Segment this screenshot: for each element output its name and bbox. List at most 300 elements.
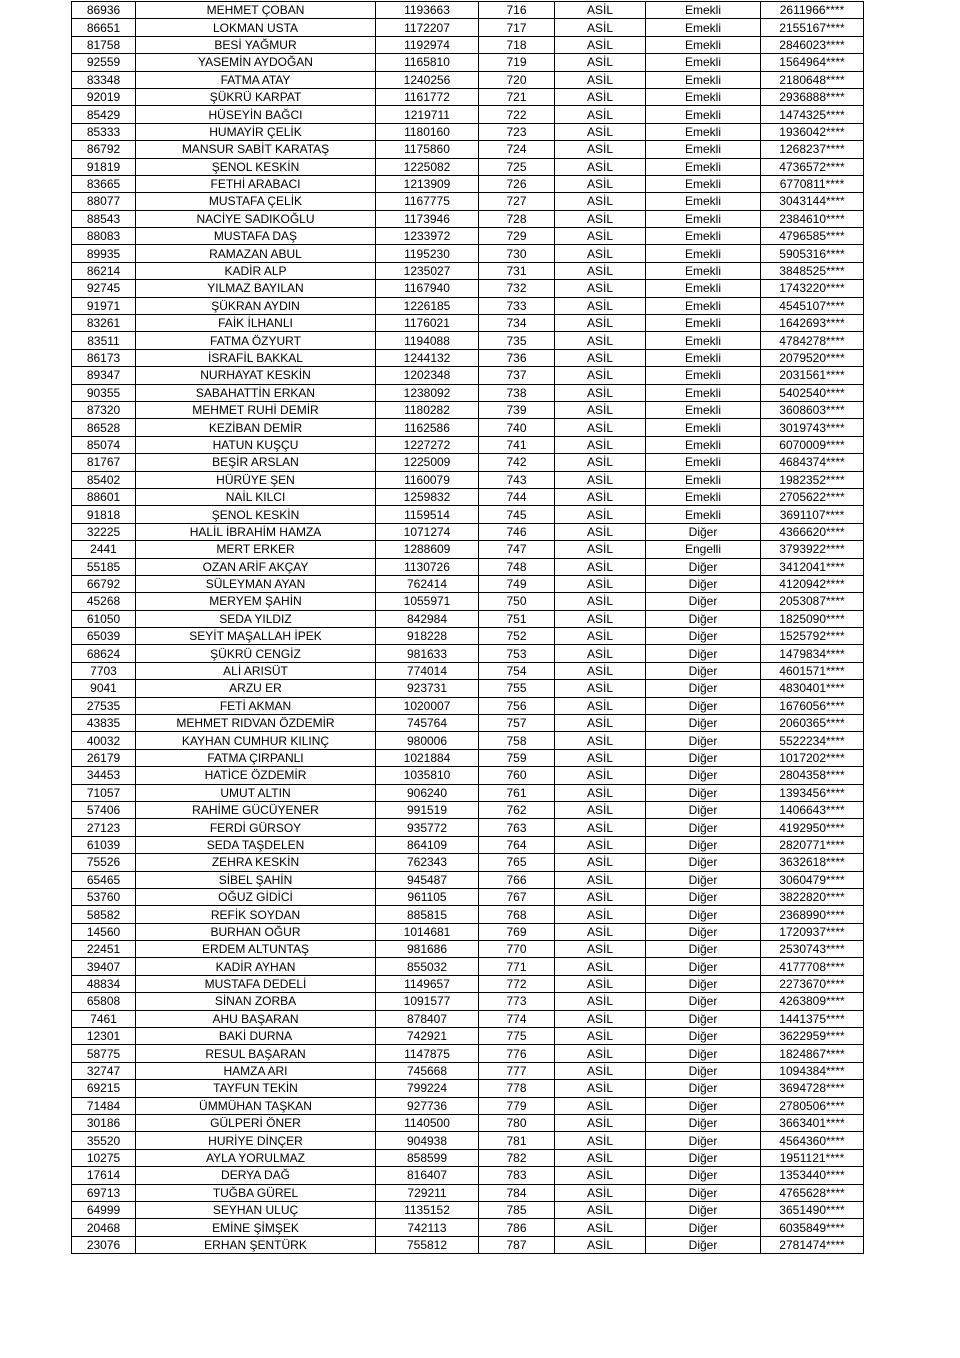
masked-id-cell: 2079520**** — [761, 349, 864, 366]
application-number-cell: 75526 — [72, 854, 136, 871]
full-name-cell: AYLA YORULMAZ — [136, 1149, 376, 1166]
full-name-cell: ERHAN ŞENTÜRK — [136, 1236, 376, 1253]
category-cell: Emekli — [646, 123, 761, 140]
application-number-cell: 61039 — [72, 836, 136, 853]
record-id-cell: 1259832 — [376, 488, 479, 505]
rank-cell: 767 — [479, 888, 555, 905]
masked-id-cell: 2780506**** — [761, 1097, 864, 1114]
category-cell: Diğer — [646, 697, 761, 714]
category-cell: Emekli — [646, 471, 761, 488]
rank-cell: 755 — [479, 680, 555, 697]
application-number-cell: 92559 — [72, 54, 136, 71]
application-number-cell: 85074 — [72, 436, 136, 453]
status-cell: ASİL — [555, 54, 646, 71]
full-name-cell: NAİL KILCI — [136, 488, 376, 505]
application-number-cell: 57406 — [72, 801, 136, 818]
status-cell: ASİL — [555, 297, 646, 314]
application-number-cell: 91971 — [72, 297, 136, 314]
status-cell: ASİL — [555, 628, 646, 645]
masked-id-cell: 4830401**** — [761, 680, 864, 697]
rank-cell: 741 — [479, 436, 555, 453]
masked-id-cell: 2530743**** — [761, 941, 864, 958]
status-cell: ASİL — [555, 1028, 646, 1045]
record-id-cell: 1091577 — [376, 993, 479, 1010]
status-cell: ASİL — [555, 106, 646, 123]
category-cell: Emekli — [646, 367, 761, 384]
record-id-cell: 1140500 — [376, 1115, 479, 1132]
application-number-cell: 14560 — [72, 923, 136, 940]
masked-id-cell: 4564360**** — [761, 1132, 864, 1149]
rank-cell: 744 — [479, 488, 555, 505]
rank-cell: 782 — [479, 1149, 555, 1166]
table-row — [72, 367, 864, 384]
status-cell: ASİL — [555, 315, 646, 332]
masked-id-cell: 2155167**** — [761, 19, 864, 36]
masked-id-cell: 1268237**** — [761, 141, 864, 158]
masked-id-cell: 6770811**** — [761, 175, 864, 192]
table-row — [72, 71, 864, 88]
table-row — [72, 54, 864, 71]
record-id-cell: 1130726 — [376, 558, 479, 575]
rank-cell: 756 — [479, 697, 555, 714]
status-cell: ASİL — [555, 715, 646, 732]
application-number-cell: 23076 — [72, 1236, 136, 1253]
application-number-cell: 39407 — [72, 958, 136, 975]
masked-id-cell: 3622959**** — [761, 1028, 864, 1045]
rank-cell: 723 — [479, 123, 555, 140]
full-name-cell: NURHAYAT KESKİN — [136, 367, 376, 384]
category-cell: Diğer — [646, 1115, 761, 1132]
category-cell: Diğer — [646, 1167, 761, 1184]
status-cell: ASİL — [555, 906, 646, 923]
full-name-cell: UMUT ALTIN — [136, 784, 376, 801]
full-name-cell: AHU BAŞARAN — [136, 1010, 376, 1027]
category-cell: Diğer — [646, 558, 761, 575]
record-id-cell: 864109 — [376, 836, 479, 853]
table-row — [72, 888, 864, 905]
full-name-cell: HÜRÜYE ŞEN — [136, 471, 376, 488]
record-id-cell: 1227272 — [376, 436, 479, 453]
rank-cell: 718 — [479, 36, 555, 53]
status-cell: ASİL — [555, 767, 646, 784]
category-cell: Emekli — [646, 454, 761, 471]
rank-cell: 750 — [479, 593, 555, 610]
status-cell: ASİL — [555, 488, 646, 505]
masked-id-cell: 1951121**** — [761, 1149, 864, 1166]
status-cell: ASİL — [555, 210, 646, 227]
masked-id-cell: 3691107**** — [761, 506, 864, 523]
table-row — [72, 436, 864, 453]
table-row — [72, 767, 864, 784]
rank-cell: 784 — [479, 1184, 555, 1201]
status-cell: ASİL — [555, 854, 646, 871]
status-cell: ASİL — [555, 471, 646, 488]
full-name-cell: OZAN ARİF AKÇAY — [136, 558, 376, 575]
masked-id-cell: 4192950**** — [761, 819, 864, 836]
status-cell: ASİL — [555, 71, 646, 88]
table-row — [72, 1115, 864, 1132]
application-number-cell: 58775 — [72, 1045, 136, 1062]
record-id-cell: 980006 — [376, 732, 479, 749]
record-id-cell: 1147875 — [376, 1045, 479, 1062]
full-name-cell: TUĞBA GÜREL — [136, 1184, 376, 1201]
table-row — [72, 1132, 864, 1149]
status-cell: ASİL — [555, 541, 646, 558]
masked-id-cell: 1825090**** — [761, 610, 864, 627]
status-cell: ASİL — [555, 975, 646, 992]
application-number-cell: 10275 — [72, 1149, 136, 1166]
masked-id-cell: 5905316**** — [761, 245, 864, 262]
table-row — [72, 975, 864, 992]
record-id-cell: 855032 — [376, 958, 479, 975]
full-name-cell: FERDİ GÜRSOY — [136, 819, 376, 836]
record-id-cell: 1213909 — [376, 175, 479, 192]
table-row — [72, 228, 864, 245]
category-cell: Emekli — [646, 175, 761, 192]
category-cell: Diğer — [646, 1080, 761, 1097]
record-id-cell: 961105 — [376, 888, 479, 905]
table-row — [72, 488, 864, 505]
full-name-cell: ŞÜKRÜ CENGİZ — [136, 645, 376, 662]
record-id-cell: 842984 — [376, 610, 479, 627]
application-number-cell: 17614 — [72, 1167, 136, 1184]
masked-id-cell: 1017202**** — [761, 749, 864, 766]
masked-id-cell: 4736572**** — [761, 158, 864, 175]
rank-cell: 745 — [479, 506, 555, 523]
full-name-cell: FATMA ATAY — [136, 71, 376, 88]
masked-id-cell: 1525792**** — [761, 628, 864, 645]
category-cell: Diğer — [646, 1010, 761, 1027]
full-name-cell: FATMA ÇIRPANLI — [136, 749, 376, 766]
table-row — [72, 715, 864, 732]
application-number-cell: 89935 — [72, 245, 136, 262]
status-cell: ASİL — [555, 349, 646, 366]
record-id-cell: 1159514 — [376, 506, 479, 523]
rank-cell: 773 — [479, 993, 555, 1010]
application-number-cell: 87320 — [72, 401, 136, 418]
rank-cell: 720 — [479, 71, 555, 88]
masked-id-cell: 2180648**** — [761, 71, 864, 88]
category-cell: Diğer — [646, 836, 761, 853]
status-cell: ASİL — [555, 193, 646, 210]
application-number-cell: 88543 — [72, 210, 136, 227]
category-cell: Diğer — [646, 523, 761, 540]
full-name-cell: ŞENOL KESKİN — [136, 158, 376, 175]
category-cell: Diğer — [646, 575, 761, 592]
full-name-cell: ALİ ARISÜT — [136, 662, 376, 679]
status-cell: ASİL — [555, 141, 646, 158]
full-name-cell: BURHAN OĞUR — [136, 923, 376, 940]
category-cell: Diğer — [646, 715, 761, 732]
full-name-cell: BEŞİR ARSLAN — [136, 454, 376, 471]
table-row — [72, 123, 864, 140]
record-id-cell: 1160079 — [376, 471, 479, 488]
status-cell: ASİL — [555, 819, 646, 836]
table-row — [72, 1010, 864, 1027]
table-row — [72, 993, 864, 1010]
record-id-cell: 1235027 — [376, 262, 479, 279]
status-cell: ASİL — [555, 175, 646, 192]
masked-id-cell: 4545107**** — [761, 297, 864, 314]
table-row — [72, 297, 864, 314]
application-number-cell: 88083 — [72, 228, 136, 245]
application-number-cell: 81758 — [72, 36, 136, 53]
full-name-cell: MEHMET RIDVAN ÖZDEMİR — [136, 715, 376, 732]
record-id-cell: 945487 — [376, 871, 479, 888]
rank-cell: 775 — [479, 1028, 555, 1045]
full-name-cell: HUMAYİR ÇELİK — [136, 123, 376, 140]
status-cell: ASİL — [555, 836, 646, 853]
category-cell: Diğer — [646, 888, 761, 905]
rank-cell: 742 — [479, 454, 555, 471]
application-number-cell: 81767 — [72, 454, 136, 471]
full-name-cell: ARZU ER — [136, 680, 376, 697]
category-cell: Emekli — [646, 54, 761, 71]
record-id-cell: 935772 — [376, 819, 479, 836]
full-name-cell: OĞUZ GİDİCİ — [136, 888, 376, 905]
masked-id-cell: 2611966**** — [761, 2, 864, 19]
application-number-cell: 83348 — [72, 71, 136, 88]
status-cell: ASİL — [555, 610, 646, 627]
masked-id-cell: 4784278**** — [761, 332, 864, 349]
full-name-cell: KEZİBAN DEMİR — [136, 419, 376, 436]
application-number-cell: 64999 — [72, 1201, 136, 1218]
full-name-cell: SEYİT MAŞALLAH İPEK — [136, 628, 376, 645]
full-name-cell: MANSUR SABİT KARATAŞ — [136, 141, 376, 158]
table-row — [72, 332, 864, 349]
record-id-cell: 1176021 — [376, 315, 479, 332]
rank-cell: 731 — [479, 262, 555, 279]
category-cell: Diğer — [646, 958, 761, 975]
status-cell: ASİL — [555, 245, 646, 262]
table-row — [72, 923, 864, 940]
masked-id-cell: 3019743**** — [761, 419, 864, 436]
rank-cell: 759 — [479, 749, 555, 766]
full-name-cell: SABAHATTİN ERKAN — [136, 384, 376, 401]
category-cell: Diğer — [646, 1062, 761, 1079]
full-name-cell: İSRAFİL BAKKAL — [136, 349, 376, 366]
masked-id-cell: 2053087**** — [761, 593, 864, 610]
masked-id-cell: 4684374**** — [761, 454, 864, 471]
full-name-cell: EMİNE ŞİMŞEK — [136, 1219, 376, 1236]
rank-cell: 722 — [479, 106, 555, 123]
application-number-cell: 69713 — [72, 1184, 136, 1201]
status-cell: ASİL — [555, 697, 646, 714]
status-cell: ASİL — [555, 88, 646, 105]
rank-cell: 740 — [479, 419, 555, 436]
status-cell: ASİL — [555, 419, 646, 436]
record-id-cell: 981686 — [376, 941, 479, 958]
application-number-cell: 68624 — [72, 645, 136, 662]
status-cell: ASİL — [555, 993, 646, 1010]
status-cell: ASİL — [555, 228, 646, 245]
masked-id-cell: 1441375**** — [761, 1010, 864, 1027]
application-number-cell: 40032 — [72, 732, 136, 749]
rank-cell: 737 — [479, 367, 555, 384]
rank-cell: 734 — [479, 315, 555, 332]
application-number-cell: 32225 — [72, 523, 136, 540]
application-number-cell: 85333 — [72, 123, 136, 140]
status-cell: ASİL — [555, 732, 646, 749]
table-row — [72, 1167, 864, 1184]
full-name-cell: SEYHAN ULUÇ — [136, 1201, 376, 1218]
category-cell: Diğer — [646, 732, 761, 749]
status-cell: ASİL — [555, 454, 646, 471]
application-number-cell: 88601 — [72, 488, 136, 505]
full-name-cell: MEHMET ÇOBAN — [136, 2, 376, 19]
application-number-cell: 88077 — [72, 193, 136, 210]
status-cell: ASİL — [555, 558, 646, 575]
masked-id-cell: 3632618**** — [761, 854, 864, 871]
status-cell: ASİL — [555, 36, 646, 53]
full-name-cell: TAYFUN TEKİN — [136, 1080, 376, 1097]
table-row — [72, 1097, 864, 1114]
application-number-cell: 7703 — [72, 662, 136, 679]
rank-cell: 757 — [479, 715, 555, 732]
table-row — [72, 593, 864, 610]
status-cell: ASİL — [555, 1167, 646, 1184]
masked-id-cell: 1720937**** — [761, 923, 864, 940]
table-row — [72, 158, 864, 175]
rank-cell: 716 — [479, 2, 555, 19]
record-id-cell: 923731 — [376, 680, 479, 697]
table-row — [72, 245, 864, 262]
status-cell: ASİL — [555, 123, 646, 140]
record-id-cell: 816407 — [376, 1167, 479, 1184]
rank-cell: 727 — [479, 193, 555, 210]
application-number-cell: 89347 — [72, 367, 136, 384]
application-number-cell: 34453 — [72, 767, 136, 784]
status-cell: ASİL — [555, 871, 646, 888]
status-cell: ASİL — [555, 1236, 646, 1253]
masked-id-cell: 4366620**** — [761, 523, 864, 540]
record-id-cell: 858599 — [376, 1149, 479, 1166]
rank-cell: 766 — [479, 871, 555, 888]
table-row — [72, 1149, 864, 1166]
application-number-cell: 91818 — [72, 506, 136, 523]
masked-id-cell: 2384610**** — [761, 210, 864, 227]
masked-id-cell: 2705622**** — [761, 488, 864, 505]
full-name-cell: RESUL BAŞARAN — [136, 1045, 376, 1062]
table-row — [72, 854, 864, 871]
status-cell: ASİL — [555, 593, 646, 610]
status-cell: ASİL — [555, 1097, 646, 1114]
table-row — [72, 88, 864, 105]
masked-id-cell: 1824867**** — [761, 1045, 864, 1062]
status-cell: ASİL — [555, 367, 646, 384]
table-row — [72, 610, 864, 627]
rank-cell: 754 — [479, 662, 555, 679]
rank-cell: 733 — [479, 297, 555, 314]
full-name-cell: ŞÜKRÜ KARPAT — [136, 88, 376, 105]
record-id-cell: 1173946 — [376, 210, 479, 227]
table-row — [72, 871, 864, 888]
category-cell: Emekli — [646, 193, 761, 210]
table-row — [72, 1184, 864, 1201]
application-number-cell: 30186 — [72, 1115, 136, 1132]
masked-id-cell: 2804358**** — [761, 767, 864, 784]
category-cell: Diğer — [646, 819, 761, 836]
rank-cell: 769 — [479, 923, 555, 940]
application-number-cell: 45268 — [72, 593, 136, 610]
full-name-cell: HATUN KUŞÇU — [136, 436, 376, 453]
category-cell: Emekli — [646, 280, 761, 297]
record-id-cell: 745668 — [376, 1062, 479, 1079]
masked-id-cell: 3651490**** — [761, 1201, 864, 1218]
status-cell: ASİL — [555, 680, 646, 697]
category-cell: Diğer — [646, 923, 761, 940]
masked-id-cell: 4120942**** — [761, 575, 864, 592]
rank-cell: 764 — [479, 836, 555, 853]
status-cell: ASİL — [555, 506, 646, 523]
masked-id-cell: 1474325**** — [761, 106, 864, 123]
masked-id-cell: 4796585**** — [761, 228, 864, 245]
table-row — [72, 819, 864, 836]
category-cell: Diğer — [646, 628, 761, 645]
full-name-cell: SİBEL ŞAHİN — [136, 871, 376, 888]
application-number-cell: 83665 — [72, 175, 136, 192]
rank-cell: 787 — [479, 1236, 555, 1253]
record-id-cell: 1219711 — [376, 106, 479, 123]
application-number-cell: 71484 — [72, 1097, 136, 1114]
application-number-cell: 65465 — [72, 871, 136, 888]
rank-cell: 728 — [479, 210, 555, 227]
category-cell: Diğer — [646, 593, 761, 610]
application-number-cell: 85402 — [72, 471, 136, 488]
rank-cell: 761 — [479, 784, 555, 801]
full-name-cell: REFİK SOYDAN — [136, 906, 376, 923]
table-row — [72, 419, 864, 436]
record-id-cell: 1035810 — [376, 767, 479, 784]
application-number-cell: 48834 — [72, 975, 136, 992]
full-name-cell: ŞÜKRAN AYDIN — [136, 297, 376, 314]
masked-id-cell: 2936888**** — [761, 88, 864, 105]
table-row — [72, 523, 864, 540]
masked-id-cell: 3793922**** — [761, 541, 864, 558]
status-cell: ASİL — [555, 19, 646, 36]
application-number-cell: 83511 — [72, 332, 136, 349]
table-row — [72, 1080, 864, 1097]
masked-id-cell: 1936042**** — [761, 123, 864, 140]
table-row — [72, 1201, 864, 1218]
application-number-cell: 20468 — [72, 1219, 136, 1236]
record-id-cell: 1240256 — [376, 71, 479, 88]
category-cell: Diğer — [646, 871, 761, 888]
application-number-cell: 61050 — [72, 610, 136, 627]
application-number-cell: 71057 — [72, 784, 136, 801]
table-row — [72, 36, 864, 53]
status-cell: ASİL — [555, 1062, 646, 1079]
record-id-cell: 755812 — [376, 1236, 479, 1253]
table-row — [72, 558, 864, 575]
category-cell: Diğer — [646, 801, 761, 818]
table-row — [72, 801, 864, 818]
masked-id-cell: 1353440**** — [761, 1167, 864, 1184]
masked-id-cell: 3822820**** — [761, 888, 864, 905]
record-id-cell: 878407 — [376, 1010, 479, 1027]
masked-id-cell: 2031561**** — [761, 367, 864, 384]
full-name-cell: ŞENOL KESKİN — [136, 506, 376, 523]
category-cell: Diğer — [646, 767, 761, 784]
record-id-cell: 906240 — [376, 784, 479, 801]
record-id-cell: 1020007 — [376, 697, 479, 714]
masked-id-cell: 1094384**** — [761, 1062, 864, 1079]
status-cell: ASİL — [555, 1201, 646, 1218]
masked-id-cell: 3608603**** — [761, 401, 864, 418]
record-id-cell: 799224 — [376, 1080, 479, 1097]
table-row — [72, 141, 864, 158]
rank-cell: 746 — [479, 523, 555, 540]
